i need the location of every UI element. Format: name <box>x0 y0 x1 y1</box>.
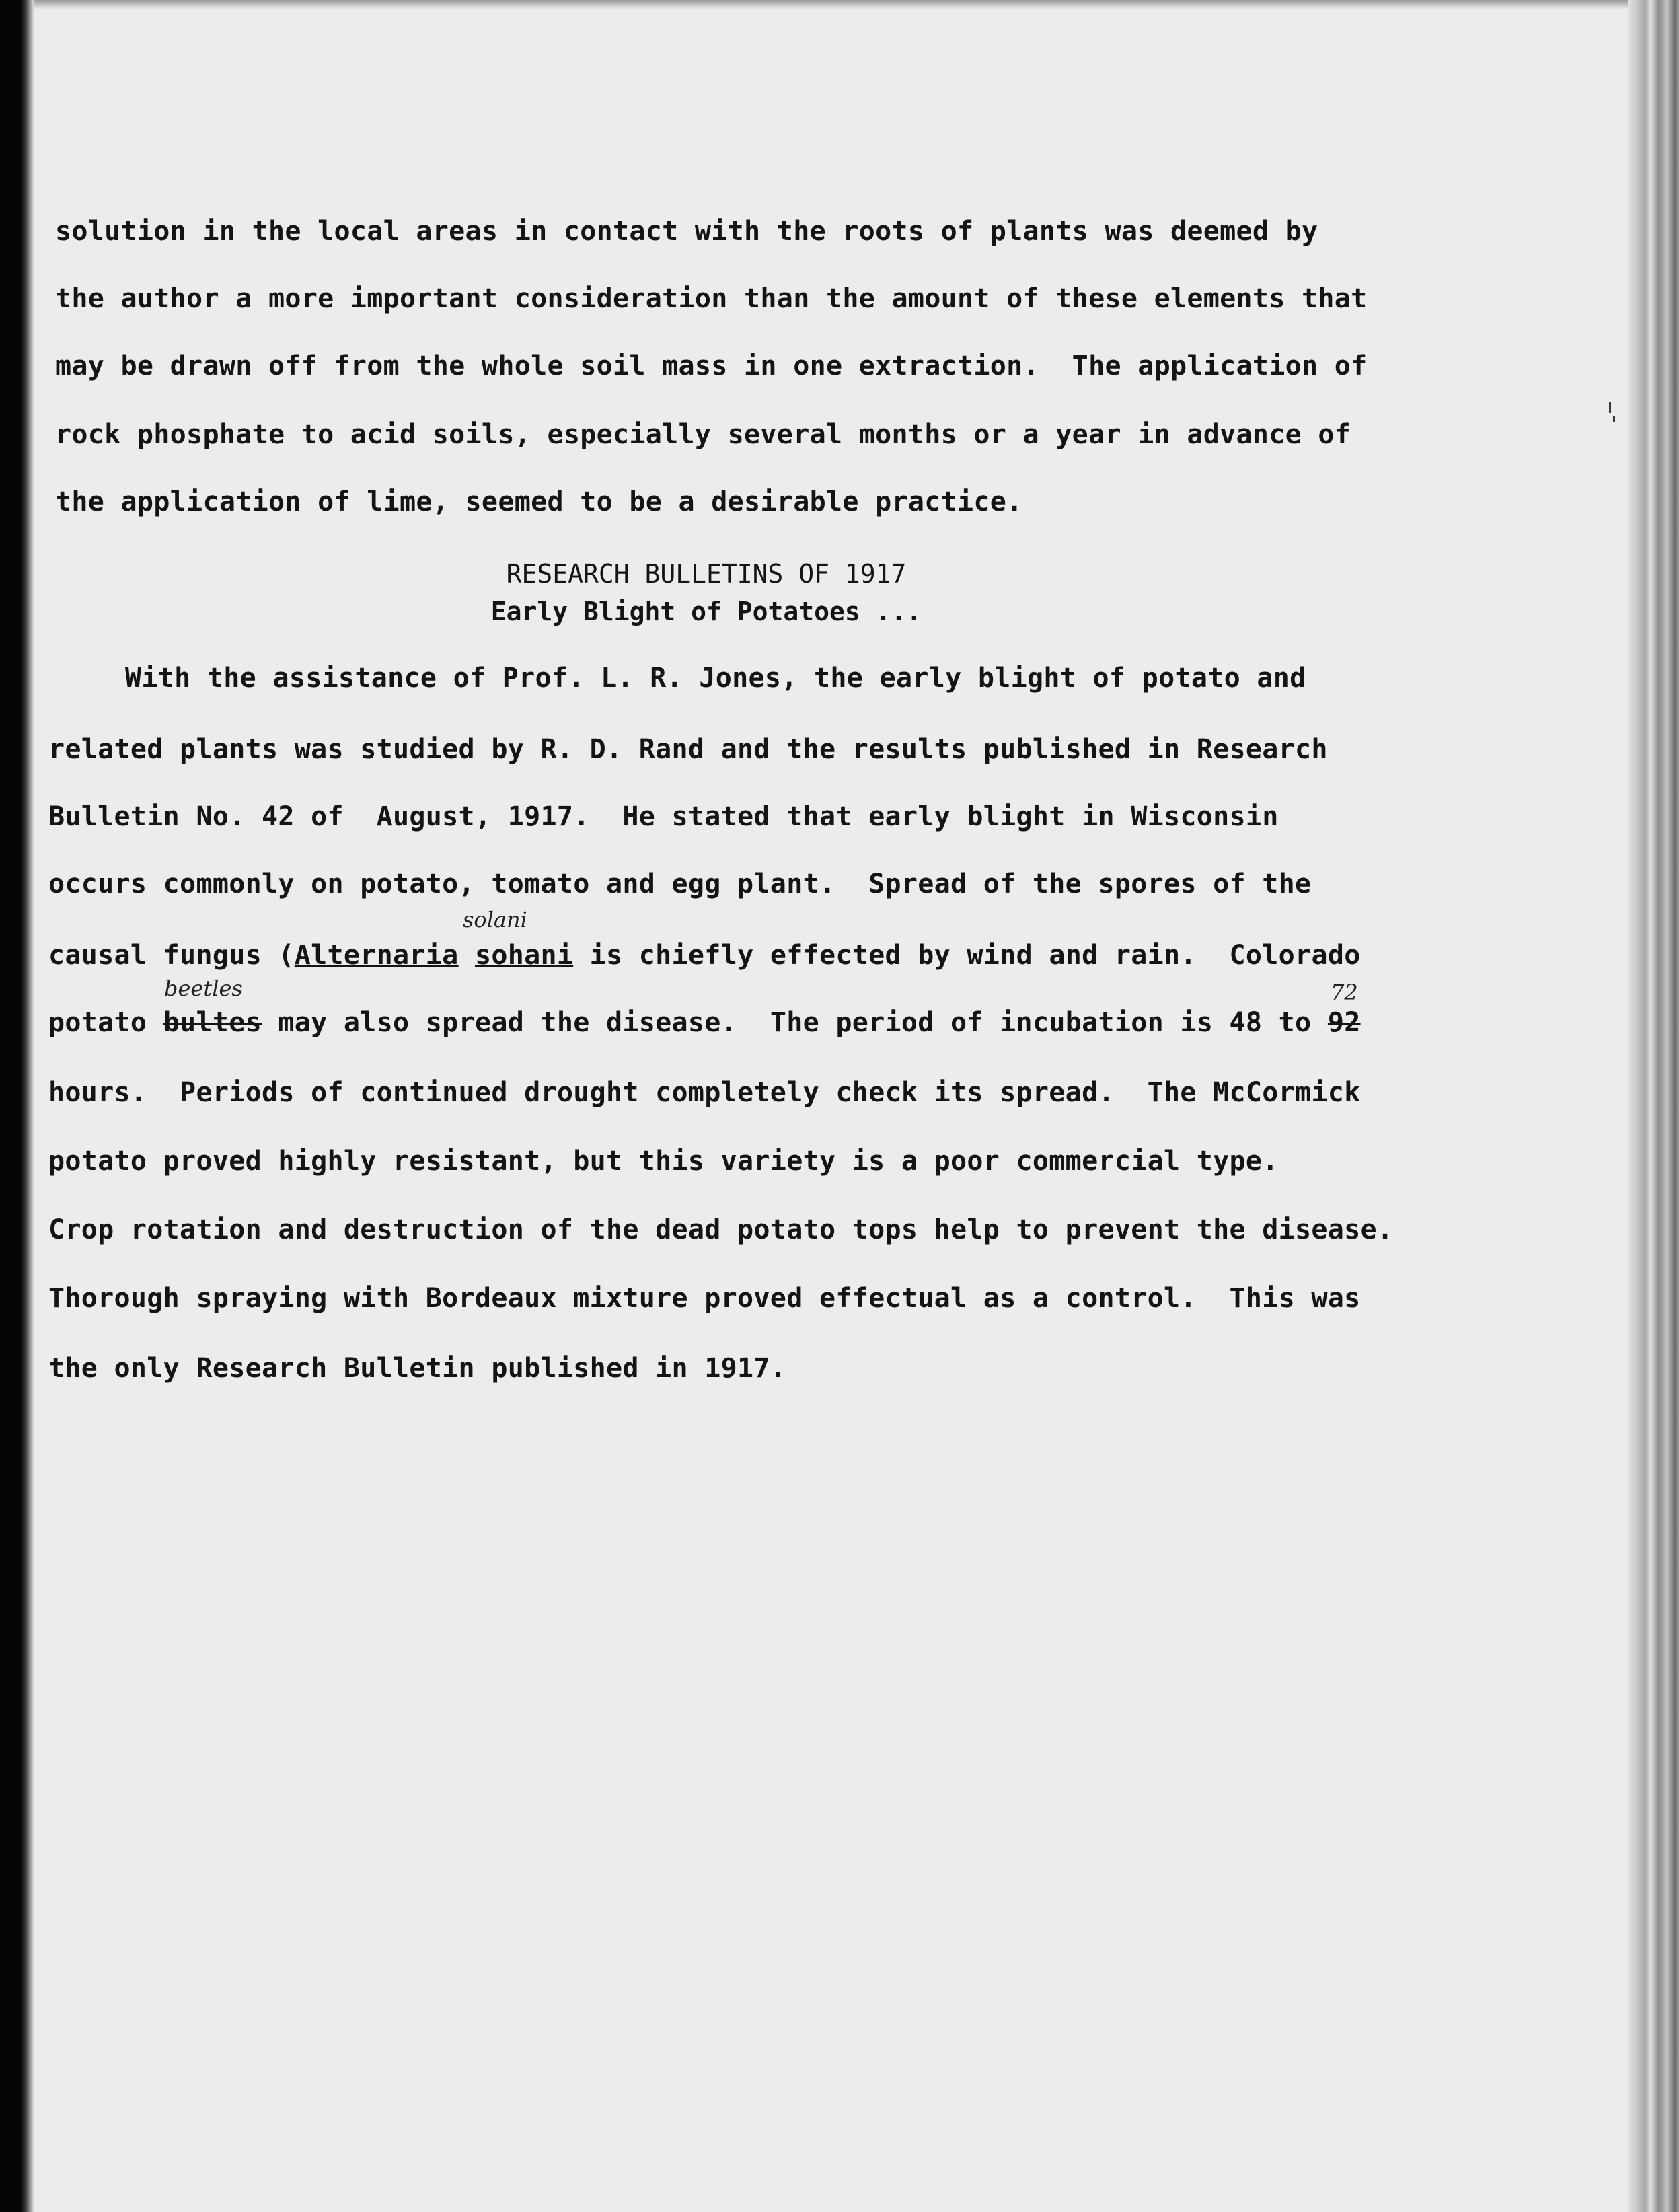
struck-number: 92 <box>1327 1007 1361 1038</box>
species-genus: Alternaria <box>294 940 459 971</box>
paragraph-line: occurs commonly on potato, tomato and egg plant. Spread of the spores of the <box>48 869 1312 899</box>
section-heading: RESEARCH BULLETINS OF 1917 <box>506 559 907 589</box>
paragraph-line: potato proved highly resistant, but this variety is a poor commercial type. <box>48 1146 1279 1177</box>
paragraph-line: related plants was studied by R. D. Rand and the results published in Research <box>48 734 1328 765</box>
paragraph-line: may be drawn off from the whole soil mass in one extraction. The application of <box>55 351 1368 381</box>
paragraph-line: Crop rotation and destruction of the dead potato tops help to prevent the disease. <box>48 1214 1394 1245</box>
paragraph-line: the application of lime, seemed to be a desirable practice. <box>55 486 1023 517</box>
line-segment: is chiefly effected by wind and rain. Colorado <box>573 940 1361 971</box>
handwritten-correction-beetles: beetles <box>164 975 243 1001</box>
section-subheading: Early Blight of Potatoes ... <box>490 597 922 626</box>
paragraph-line: rock phosphate to acid soils, especially several months or a year in advance of <box>55 419 1351 450</box>
paragraph-line: solution in the local areas in contact with the roots of plants was deemed by <box>55 216 1318 247</box>
handwritten-correction-solani: solani <box>463 907 527 932</box>
paragraph-line: hours. Periods of continued drought completely check its spread. The McCormick <box>48 1077 1361 1108</box>
paragraph-line-with-corrections <box>48 1006 1361 1039</box>
line-segment: potato <box>48 1007 163 1038</box>
paragraph-line: the only Research Bulletin published in 1917. <box>48 1353 787 1384</box>
line-segment: causal fungus ( <box>48 940 295 971</box>
handwritten-correction-72: 72 <box>1331 980 1358 1005</box>
paragraph-line: With the assistance of Prof. L. R. Jones, the early blight of potato and <box>125 663 1306 694</box>
paragraph-line: Bulletin No. 42 of August, 1917. He stated that early blight in Wisconsin <box>48 801 1279 832</box>
species-epithet: sohani <box>474 940 574 971</box>
struck-word: bultes <box>163 1007 262 1038</box>
paragraph-line: the author a more important consideration than the amount of these elements that <box>55 283 1368 314</box>
line-segment: may also spread the disease. The period of incubation is 48 to <box>261 1007 1328 1038</box>
paragraph-line: Thorough spraying with Bordeaux mixture proved effectual as a control. This was <box>48 1283 1361 1314</box>
paragraph-line-with-species <box>48 939 1361 971</box>
